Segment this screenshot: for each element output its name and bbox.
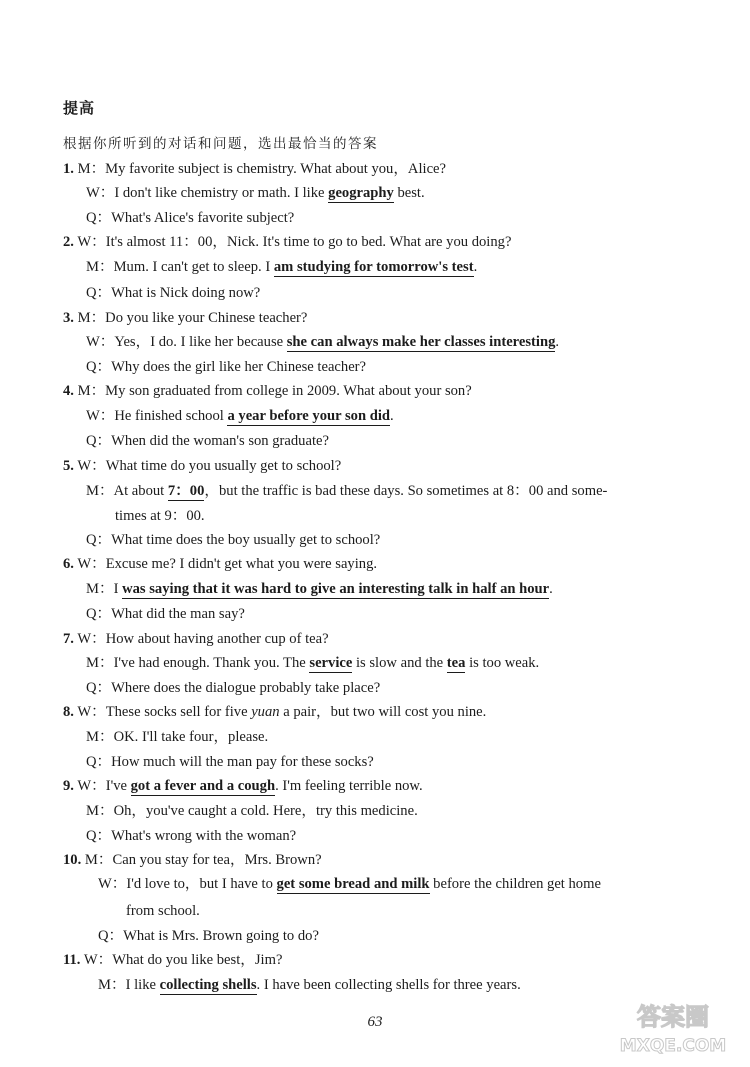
question-line: Q：What did the man say? (86, 606, 245, 622)
speaker-text: M：At about (86, 483, 168, 499)
dialogue-line (63, 382, 472, 400)
dialogue-line (63, 160, 446, 178)
speaker-line: M：My son graduated from college in 2009. What about your son? (77, 383, 472, 399)
question-line: Q：How much will the man pay for these socks? (86, 754, 374, 770)
speaker-text: . (473, 259, 478, 275)
answer-underlined: got a fever and a cough (130, 778, 276, 794)
speaker-text: best. (393, 185, 425, 201)
speaker-line: W：How about having another cup of tea? (77, 631, 329, 647)
speaker-text: W：These socks sell for five (77, 704, 252, 720)
question-number: 2. (63, 234, 74, 250)
speaker-text: . (549, 581, 553, 597)
dialogue-line (63, 309, 307, 327)
question-number: 8. (63, 704, 74, 720)
speaker-line: W：It's almost 11：00，Nick. It's time to go to bed. What are you doing? (77, 234, 512, 250)
speaker-text: M：Mum. I can't get to sleep. I (86, 259, 274, 275)
question-number: 9. (63, 778, 74, 794)
speaker-text: ，but the traffic is bad these days. So sometimes at 8：00 and some- (204, 483, 608, 499)
question-line: Q：What's wrong with the woman? (86, 828, 297, 844)
speaker-text: . (390, 408, 394, 424)
instruction: 根据你所听到的对话和问题，选出最恰当的答案 (63, 136, 378, 152)
answer-underlined: she can always make her classes interesting (286, 334, 556, 350)
speaker-text: M：I (86, 581, 123, 597)
speaker-text: W：I don't like chemistry or math. I like (86, 185, 329, 201)
dialogue-line (63, 630, 329, 648)
speaker-text: M：I've had enough. Thank you. The (86, 655, 310, 671)
answer-underlined: a year before your son did (227, 408, 391, 424)
dialogue-line (63, 555, 377, 573)
speaker-text: W：I'd love to，but I have to (98, 876, 277, 892)
question-line: Q：What's Alice's favorite subject? (86, 210, 295, 226)
speaker-text: . (555, 334, 560, 350)
speaker-text: before the children get home (429, 876, 601, 892)
answer-underlined: am studying for tomorrow's test (273, 259, 474, 275)
speaker-text: a pair，but two will cost you nine. (279, 704, 487, 720)
question-line: Q：Where does the dialogue probably take place? (86, 680, 381, 696)
question-line: Q：What is Mrs. Brown going to do? (98, 928, 319, 944)
dialogue-line (63, 457, 341, 475)
watermark-logo (608, 997, 738, 1057)
question-number: 7. (63, 631, 74, 647)
question-number: 5. (63, 458, 74, 474)
question-line: Q：When did the woman's son graduate? (86, 433, 329, 449)
dialogue-line (86, 580, 553, 598)
answer-underlined: tea (446, 655, 466, 671)
answer-underlined: collecting shells (159, 977, 257, 993)
page-number: 63 (367, 1014, 383, 1030)
speaker-line: M：Can you stay for tea，Mrs. Brown? (84, 852, 322, 868)
question-number: 6. (63, 556, 74, 572)
dialogue-line (98, 976, 521, 994)
speaker-text: is slow and the (352, 655, 447, 671)
question-number: 11. (63, 952, 81, 968)
dialogue-line (98, 875, 601, 893)
speaker-text: M：I like (98, 977, 160, 993)
dialogue-continuation: from school. (126, 903, 200, 919)
dialogue-line: M：Oh，you've caught a cold. Here，try this medicine. (86, 803, 418, 819)
dialogue-line (86, 482, 607, 500)
speaker-text: . I have been collecting shells for three years. (256, 977, 521, 993)
speaker-line: W：What time do you usually get to school? (77, 458, 342, 474)
watermark-url: MXQE.COM (619, 1036, 727, 1056)
dialogue-line (63, 951, 282, 969)
speaker-line: M：My favorite subject is chemistry. What about you，Alice? (77, 161, 447, 177)
question-line: Q：What is Nick doing now? (86, 285, 261, 301)
speaker-line: M：Do you like your Chinese teacher? (77, 310, 308, 326)
question-line: Q：What time does the boy usually get to school? (86, 532, 381, 548)
speaker-text: W：I've (77, 778, 131, 794)
dialogue-line (63, 851, 322, 869)
speaker-line: W：What do you like best，Jim? (83, 952, 283, 968)
dialogue-line (86, 184, 425, 202)
answer-underlined: 7：00 (167, 483, 205, 499)
dialogue-line (63, 703, 486, 721)
italic-word: yuan (251, 704, 280, 720)
question-number: 4. (63, 383, 74, 399)
speaker-text: W：Yes，I do. I like her because (86, 334, 287, 350)
dialogue-line (86, 333, 559, 351)
dialogue-line (86, 654, 539, 672)
question-line: Q：Why does the girl like her Chinese teacher? (86, 359, 367, 375)
dialogue-line (63, 233, 511, 251)
dialogue-line: M：OK. I'll take four，please. (86, 729, 269, 745)
answer-underlined: get some bread and milk (276, 876, 430, 892)
dialogue-continuation: times at 9：00. (115, 508, 205, 524)
speaker-text: . I'm feeling terrible now. (275, 778, 423, 794)
question-number: 1. (63, 161, 74, 177)
dialogue-line (86, 407, 394, 425)
answer-underlined: service (309, 655, 353, 671)
speaker-text: W：He finished school (86, 408, 228, 424)
section-title: 提高 (63, 99, 96, 117)
speaker-text: is too weak. (465, 655, 540, 671)
dialogue-line (86, 258, 477, 276)
question-number: 10. (63, 852, 82, 868)
question-number: 3. (63, 310, 74, 326)
speaker-line: W：Excuse me? I didn't get what you were saying. (77, 556, 378, 572)
dialogue-line (63, 777, 423, 795)
watermark-text: 答案圈 (637, 1003, 709, 1031)
answer-underlined: geography (328, 185, 394, 201)
answer-underlined: was saying that it was hard to give an interesting talk in half an hour (122, 581, 550, 597)
